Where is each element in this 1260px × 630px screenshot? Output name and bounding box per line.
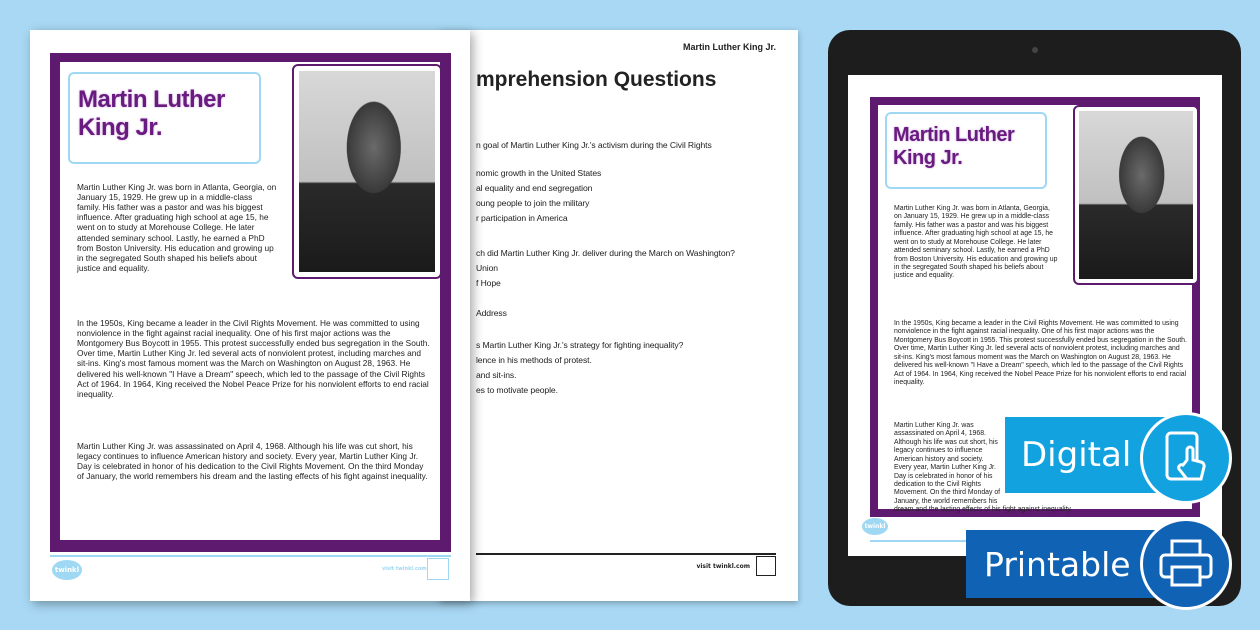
footer-divider bbox=[50, 555, 451, 557]
footer-visit-text: visit twinkl.com bbox=[696, 563, 750, 570]
answer-option: lence in his methods of protest. bbox=[476, 355, 592, 365]
digital-label: Digital bbox=[1021, 435, 1132, 475]
footer-divider bbox=[476, 553, 776, 555]
question-line: s Martin Luther King Jr.'s strategy for fighting inequality? bbox=[476, 340, 684, 350]
answer-option: r participation in America bbox=[476, 213, 568, 223]
portrait-photo bbox=[292, 64, 442, 279]
answer-option: f Hope bbox=[476, 278, 501, 288]
answer-option: es to motivate people. bbox=[476, 385, 558, 395]
title-line: Martin Luther bbox=[893, 124, 1015, 146]
answer-option: al equality and end segregation bbox=[476, 183, 593, 193]
printable-label: Printable bbox=[984, 544, 1131, 584]
quality-seal-icon bbox=[427, 558, 449, 580]
twinkl-logo: twinkl bbox=[862, 518, 888, 535]
reading-passage-page bbox=[30, 30, 470, 601]
paragraph: Martin Luther King Jr. was born in Atlanta, Georgia, on January 15, 1929. He grew up in a middle-class family. His father was a pastor and was his biggest influence. After graduating high school at age 15, he went on to study at Morehouse College. He later attended seminary school. Lastly, he earned a PhD from Boston University. His education and growing up in the segregated South shaped his beliefs about justice and equality. bbox=[77, 182, 277, 273]
comprehension-questions-page bbox=[440, 30, 798, 601]
tablet-touch-icon bbox=[1140, 412, 1232, 504]
title-box bbox=[885, 112, 1047, 189]
paragraph: In the 1950s, King became a leader in the Civil Rights Movement. He was committed to using nonviolence in the fight against racial inequality. One of his first major actions was the Montgomery Bus Boycott in 1955. This protest successfully ended bus segregation in the South. Over time, Martin Luther King Jr. led several acts of nonviolent protest, including marches and sit-ins. King's most famous moment was the March on Washington on August 28, 1963. He delivered his well-known "I Have a Dream" speech, which led to the passage of the Civil Rights Act of 1964. In 1964, King received the Nobel Peace Prize for his nonviolent efforts to end racial inequality. bbox=[77, 318, 430, 399]
answer-option: oung people to join the military bbox=[476, 198, 590, 208]
page-title: mprehension Questions bbox=[476, 68, 717, 91]
answer-option: Address bbox=[476, 308, 507, 318]
paragraph: Martin Luther King Jr. was assassinated on April 4, 1968. Although his life was cut short, his legacy continues to influence American history and society. Every year, Martin Luther King Jr. Day is celebrated in honor of his dedication to the Civil Rights Movement. On the third Monday of January, the world remembers his dream and the lasting effects of his fight against inequality. bbox=[77, 441, 428, 482]
paragraph: Martin Luther King Jr. was born in Atlanta, Georgia, on January 15, 1929. He grew up in a middle-class family. His father was a pastor and was his biggest influence. After graduating high school at age 15, he went on to study at Morehouse College. He later attended seminary school. Lastly, he earned a PhD from Boston University. His education and growing up in the segregated South shaped his beliefs about justice and equality. bbox=[894, 205, 1058, 280]
answer-option: nomic growth in the United States bbox=[476, 168, 602, 178]
paragraph: In the 1950s, King became a leader in the Civil Rights Movement. He was committed to using nonviolence in the fight against racial inequality. One of his first major actions was the Montgomery Bus Boycott in 1955. This protest successfully ended bus segregation in the South. Over time, Martin Luther King Jr. led several acts of nonviolent protest, including marches and sit-ins. King's most famous moment was the March on Washington on August 28, 1963. He delivered his well-known "I Have a Dream" speech, which led to the passage of the Civil Rights Act of 1964. In 1964, King received the Nobel Peace Prize for his nonviolent efforts to end racial inequality. bbox=[894, 320, 1187, 386]
title-box bbox=[68, 72, 261, 164]
answer-option: and sit-ins. bbox=[476, 370, 517, 380]
title-line: King Jr. bbox=[893, 147, 963, 169]
quality-seal-icon bbox=[756, 556, 776, 576]
paragraph: Martin Luther King Jr. was assassinated on April 4, 1968. Although his life was cut short, his legacy continues to influence American history and society. Every year, Martin Luther King Jr. Day is celebrated in honor of his dedication to the Civil Rights Movement. On the third Monday of January, the world remembers his dream and the lasting effects of his fight against inequality. bbox=[894, 422, 1073, 514]
title-line: King Jr. bbox=[78, 113, 163, 141]
page-header: Martin Luther King Jr. bbox=[682, 42, 776, 52]
camera-icon bbox=[1032, 47, 1038, 53]
twinkl-logo: twinkl bbox=[52, 560, 82, 580]
answer-option: Union bbox=[476, 263, 498, 273]
footer-visit-text: visit twinkl.com bbox=[382, 566, 427, 572]
question-line: n goal of Martin Luther King Jr.'s activism during the Civil Rights bbox=[476, 140, 712, 150]
question-line: ch did Martin Luther King Jr. deliver during the March on Washington? bbox=[476, 248, 735, 258]
printer-icon bbox=[1140, 518, 1232, 610]
title-line: Martin Luther bbox=[78, 86, 225, 113]
portrait-photo bbox=[1073, 105, 1199, 285]
